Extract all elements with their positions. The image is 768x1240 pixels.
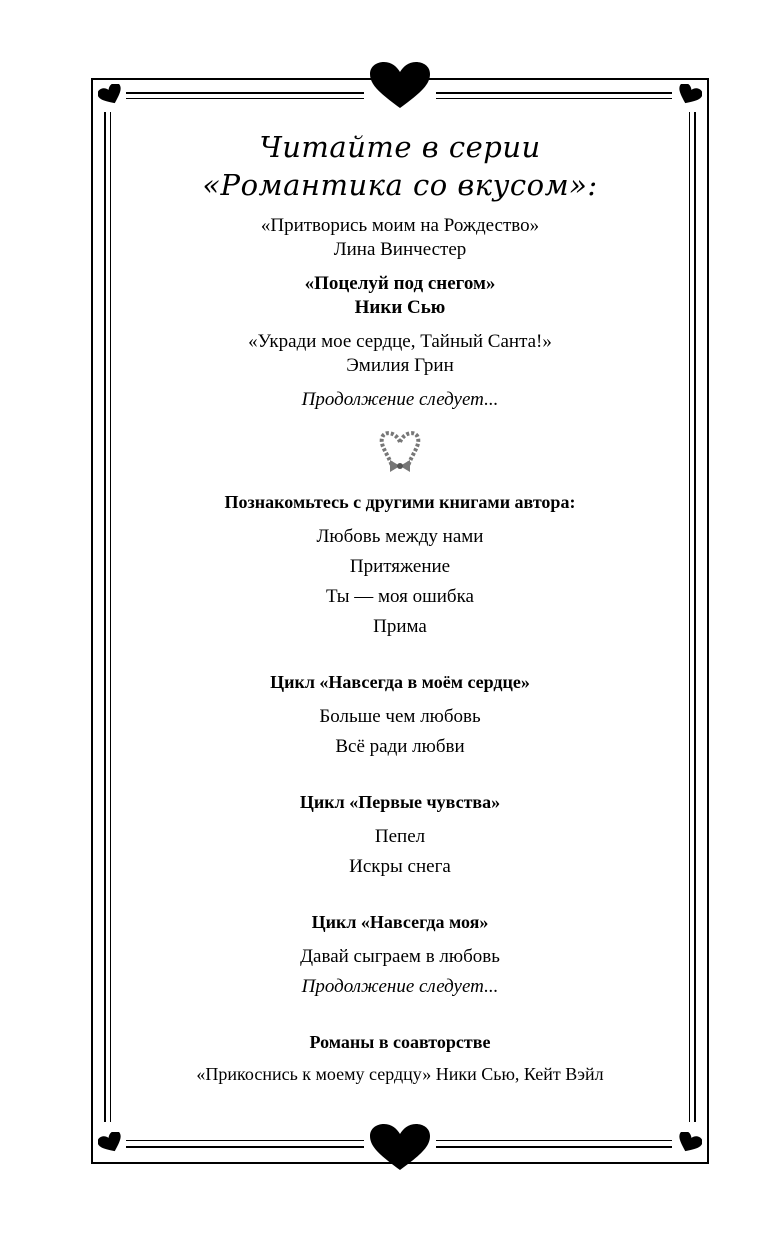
right-rule-2: [694, 112, 696, 1122]
cycle-heading: Цикл «Навсегда моя»: [311, 912, 489, 932]
series-title: [120, 128, 680, 204]
coauthor-entry: [120, 1062, 680, 1086]
series-continued-note: Продолжение следует...: [301, 389, 499, 410]
coauthor-book-title: «Прикоснись к моему сердцу»: [196, 1064, 432, 1084]
bottom-rule-4: [436, 1146, 672, 1148]
other-books-heading: Познакомьтесь с другими книгами автора:: [224, 492, 576, 512]
book-title: Давай сыграем в любовь: [300, 946, 500, 967]
series-book-author: Эмилия Грин: [346, 355, 454, 376]
candy-cane-heart-icon: [378, 428, 422, 478]
top-rule-3: [436, 92, 672, 94]
cycle-heading: Цикл «Навсегда в моём сердце»: [270, 672, 530, 692]
series-book-entry: [120, 272, 680, 320]
book-title: Больше чем любовь: [319, 706, 481, 727]
book-title: Пепел: [374, 826, 426, 847]
series-book-title: «Поцелуй под снегом»: [304, 273, 496, 294]
series-book-entry: [120, 330, 680, 378]
book-title: Всё ради любви: [335, 736, 465, 757]
series-title-line1: Читайте в серии: [259, 130, 541, 164]
right-rule-1: [689, 112, 690, 1122]
coauthor-authors: Ники Сью, Кейт Вэйл: [435, 1064, 604, 1084]
book-title: Любовь между нами: [316, 526, 484, 547]
cycle-continued-note: Продолжение следует...: [301, 976, 499, 997]
corner-heart-icon-tr: [676, 84, 702, 106]
book-title: Прима: [373, 616, 427, 637]
bottom-rule-1: [126, 1140, 364, 1141]
bottom-heart-icon: [368, 1124, 432, 1172]
series-book-title: «Притворись моим на Рождество»: [260, 215, 540, 236]
left-rule-1: [104, 112, 106, 1122]
book-title: Искры снега: [349, 856, 451, 877]
coauthor-heading: Романы в соавторстве: [309, 1032, 491, 1052]
corner-heart-icon-bl: [98, 1132, 124, 1154]
series-book-entry: [120, 214, 680, 262]
book-title: Притяжение: [349, 556, 451, 577]
book-title: Ты — моя ошибка: [326, 586, 474, 607]
bottom-rule-3: [436, 1140, 672, 1141]
top-rule-1: [126, 92, 364, 94]
corner-heart-icon-tl: [98, 84, 124, 106]
series-book-author: Лина Винчестер: [333, 239, 467, 260]
series-title-line2: «Романтика со вкусом»:: [202, 168, 598, 202]
bottom-rule-2: [126, 1146, 364, 1148]
cycle-heading: Цикл «Первые чувства»: [299, 792, 501, 812]
left-rule-2: [110, 112, 111, 1122]
top-rule-2: [126, 98, 364, 99]
top-rule-4: [436, 98, 672, 99]
corner-heart-icon-br: [676, 1132, 702, 1154]
series-book-title: «Укради мое сердце, Тайный Санта!»: [248, 331, 552, 352]
page-content: [120, 128, 680, 1086]
series-book-author: Ники Сью: [354, 297, 446, 318]
top-heart-icon: [368, 62, 432, 110]
